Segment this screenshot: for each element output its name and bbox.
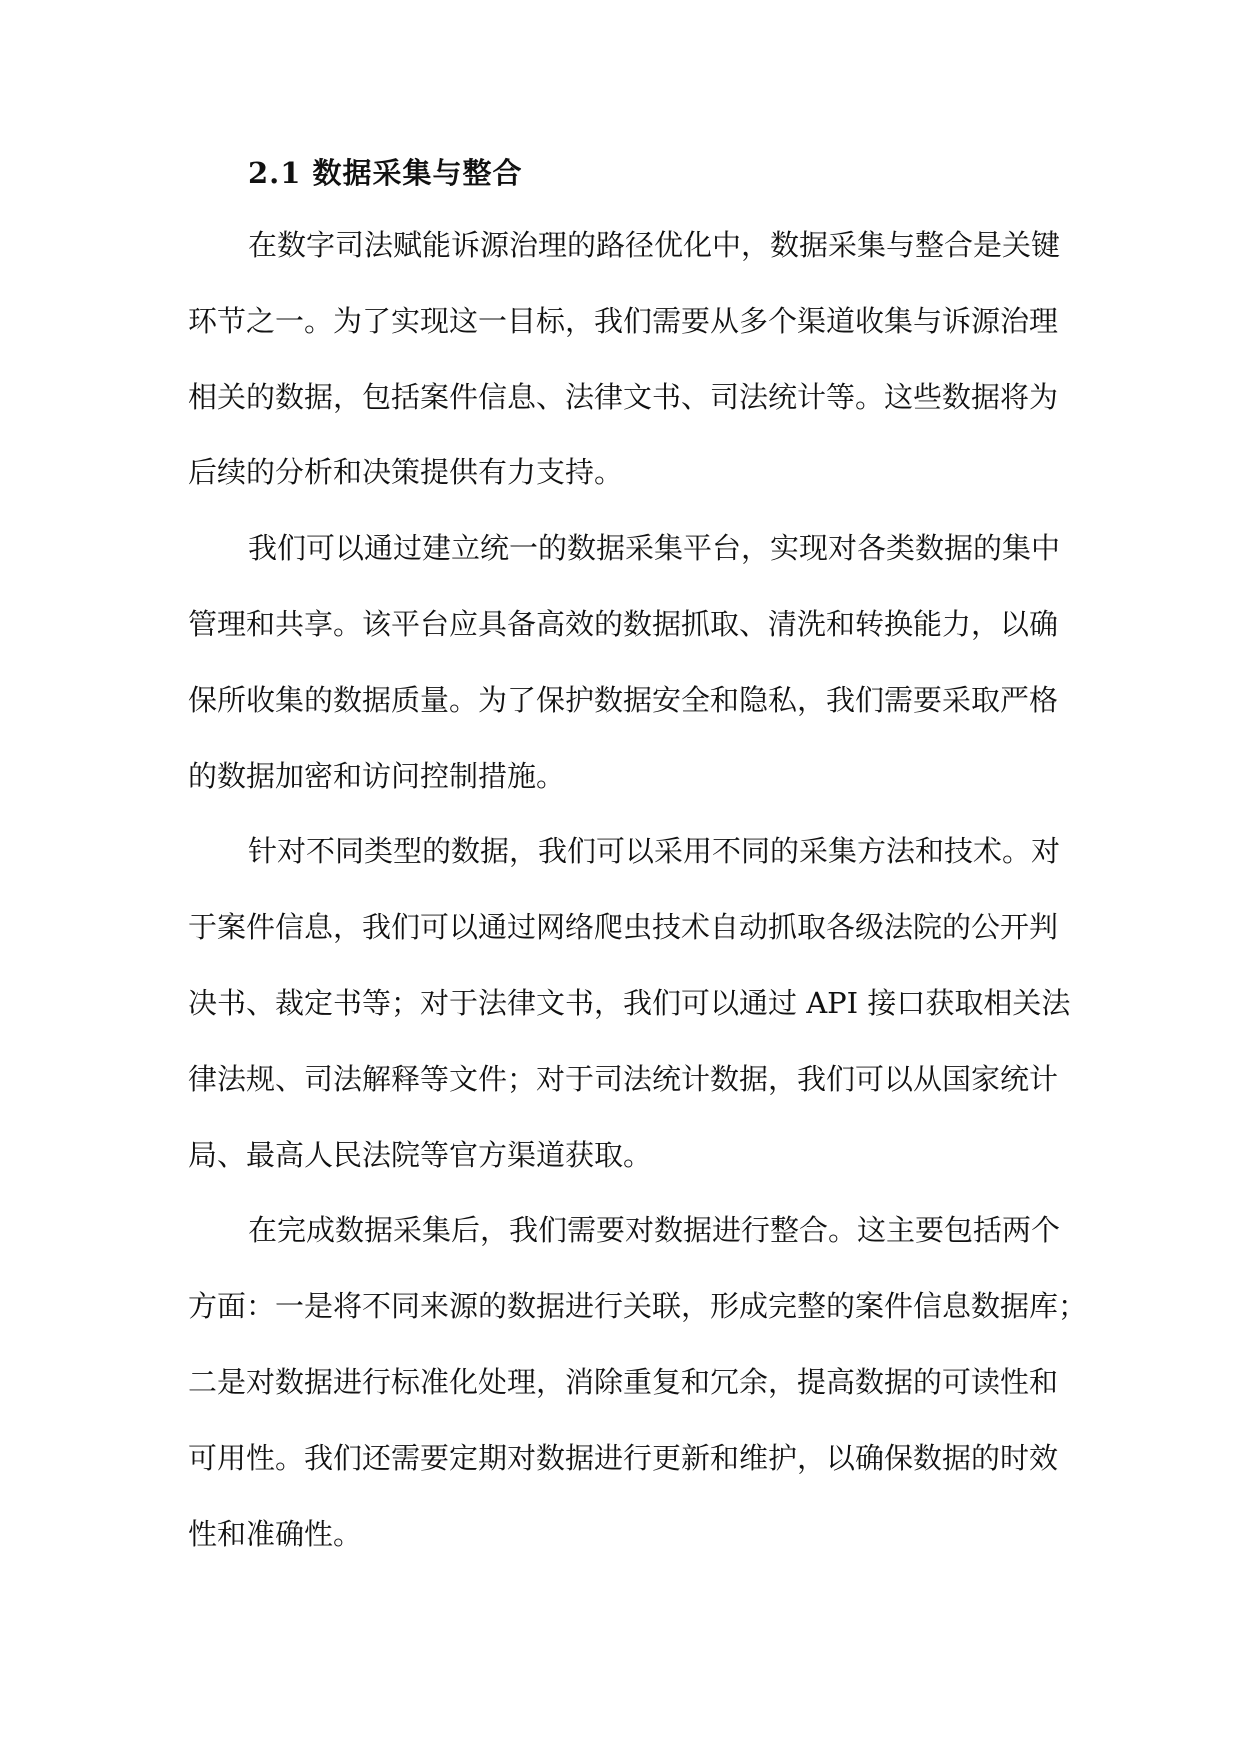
text-line: 方面：一是将不同来源的数据进行关联，形成完整的案件信息数据库； [188,1289,1088,1324]
text-line: 在完成数据采集后，我们需要对数据进行整合。这主要包括两个 [248,1213,1061,1248]
text-line: 二是对数据进行标准化处理，消除重复和冗余，提高数据的可读性和 [188,1364,1059,1399]
text-line: 管理和共享。该平台应具备高效的数据抓取、清洗和转换能力，以确 [188,606,1059,641]
text-line: 相关的数据，包括案件信息、法律文书、司法统计等。这些数据将为 [188,379,1059,414]
body-text [188,220,1088,1584]
paragraph [188,523,1061,826]
text-line: 保所收集的数据质量。为了保护数据安全和隐私，我们需要采取严格 [188,682,1059,717]
text-line: 性和准确性。 [188,1516,363,1551]
text-line: 在数字司法赋能诉源治理的路径优化中，数据采集与整合是关键 [248,228,1061,262]
paragraph [188,220,1061,523]
text-line: 可用性。我们还需要定期对数据进行更新和维护，以确保数据的时效 [188,1440,1059,1475]
text-line: 的数据加密和访问控制措施。 [188,758,566,793]
text-line: 局、最高人民法院等官方渠道获取。 [188,1137,653,1172]
text-line: 我们可以通过建立统一的数据采集平台，实现对各类数据的集中 [248,531,1061,566]
text-line: 针对不同类型的数据，我们可以采用不同的采集方法和技术。对 [248,834,1061,869]
text-line: 决书、裁定书等；对于法律文书，我们可以通过 API 接口获取相关法 [188,985,1071,1020]
section-heading: 2.1 数据采集与整合 [248,156,523,190]
text-line: 环节之一。为了实现这一目标，我们需要从多个渠道收集与诉源治理 [188,303,1059,338]
text-line: 后续的分析和决策提供有力支持。 [188,455,624,490]
paragraph [188,826,1071,1205]
text-line: 律法规、司法解释等文件；对于司法统计数据，我们可以从国家统计 [188,1061,1059,1096]
text-line: 于案件信息，我们可以通过网络爬虫技术自动抓取各级法院的公开判 [188,910,1059,945]
paragraph [188,1205,1088,1584]
